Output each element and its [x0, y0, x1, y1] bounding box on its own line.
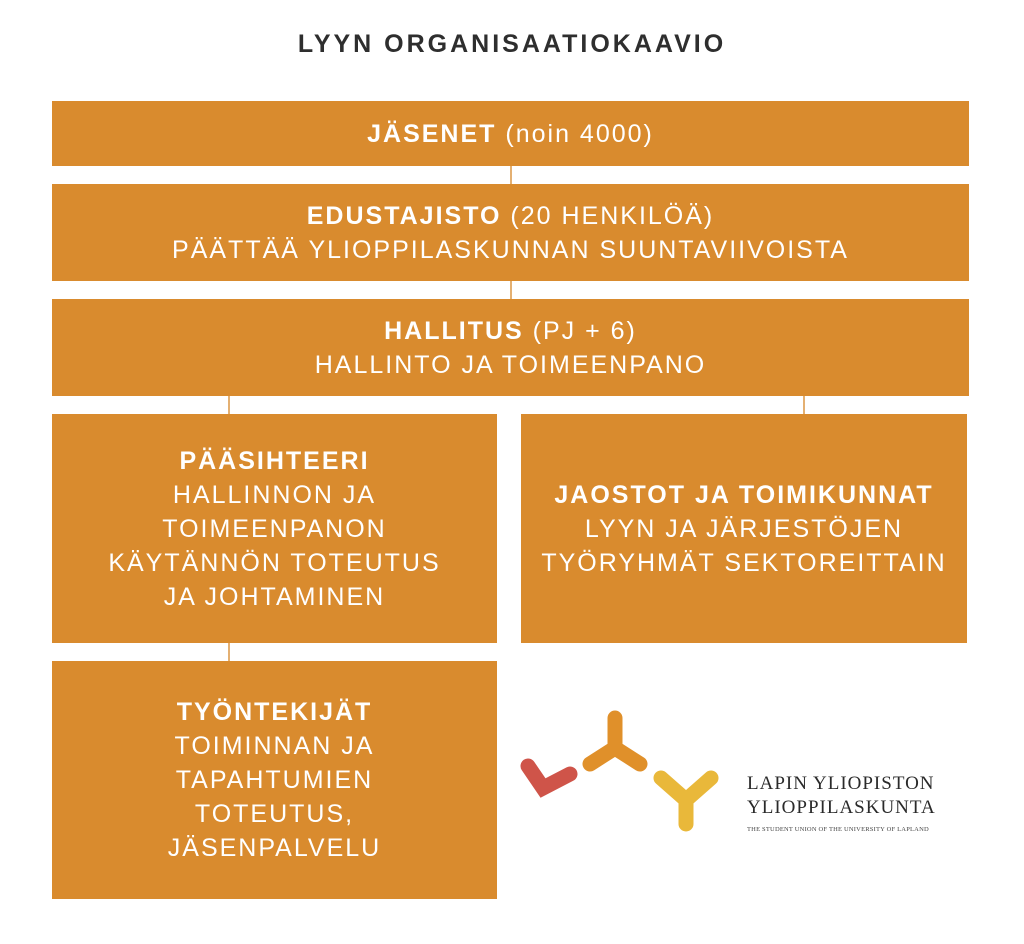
logo-text-line1: LAPIN YLIOPISTON: [747, 773, 935, 794]
box-jaostot: [521, 414, 967, 643]
jasenet-note: (noin 4000): [496, 119, 654, 148]
connector-3-left: [228, 396, 230, 414]
tyontekijat-heading: TYÖNTEKIJÄT: [176, 698, 373, 726]
tyontekijat-line: JÄSENPALVELU: [167, 834, 382, 862]
box-edustajisto: [52, 184, 969, 281]
tyontekijat-line: TOIMINNAN JA: [174, 732, 375, 760]
logo-yellow-tripod-y: [661, 778, 711, 824]
box-tyontekijat: [52, 661, 497, 899]
connector-2: [510, 281, 512, 299]
jaostot-line: TYÖRYHMÄT SEKTOREITTAIN: [541, 548, 947, 577]
box-paasihteeri: [52, 414, 497, 643]
logo-text-line2: YLIOPPILASKUNTA: [747, 797, 936, 818]
chart-title: LYYN ORGANISAATIOKAAVIO: [297, 30, 727, 58]
connector-3-right: [803, 396, 805, 414]
edustajisto-line: PÄÄTTÄÄ YLIOPPILASKUNNAN SUUNTAVIIVOISTA: [172, 235, 849, 264]
logo-orange-tripod-a: [590, 718, 640, 764]
paasihteeri-line: HALLINNON JA: [172, 480, 377, 509]
connector-4: [228, 643, 230, 661]
connector-1: [510, 166, 512, 184]
paasihteeri-heading: PÄÄSIHTEERI: [179, 446, 370, 475]
tyontekijat-line: TAPAHTUMIEN: [175, 766, 374, 794]
paasihteeri-line: JA JOHTAMINEN: [163, 582, 386, 611]
logo-red-chevron: [528, 766, 570, 788]
edustajisto-note: (20 HENKILÖÄ): [501, 201, 715, 230]
box-hallitus: [52, 299, 969, 396]
tyontekijat-line: TOTEUTUS,: [194, 800, 355, 828]
hallitus-heading: HALLITUS: [384, 316, 524, 345]
jasenet-heading: JÄSENET: [367, 119, 497, 148]
paasihteeri-line: TOIMEENPANON: [162, 514, 387, 543]
box-jasenet: [52, 101, 969, 166]
jaostot-line: LYYN JA JÄRJESTÖJEN: [584, 514, 904, 543]
hallitus-line: HALLINTO JA TOIMEENPANO: [314, 350, 707, 379]
paasihteeri-line: KÄYTÄNNÖN TOTEUTUS: [108, 548, 441, 577]
logo-subtitle: THE STUDENT UNION OF THE UNIVERSITY OF LAPLAND: [747, 826, 929, 833]
jaostot-heading: JAOSTOT JA TOIMIKUNNAT: [554, 480, 934, 509]
edustajisto-heading: EDUSTAJISTO: [306, 201, 502, 230]
hallitus-note: (PJ + 6): [523, 316, 637, 345]
